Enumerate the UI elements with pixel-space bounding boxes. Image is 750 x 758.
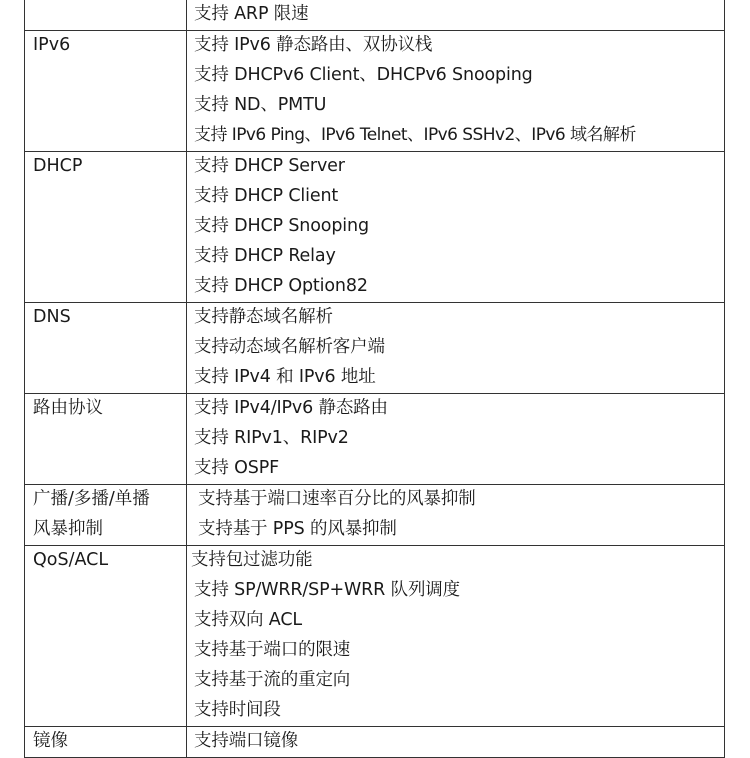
- feature-item: 支持端口镜像: [194, 731, 299, 751]
- table-row: [25, 31, 725, 152]
- table-row: [25, 546, 725, 727]
- category-cell: [25, 727, 187, 758]
- table-row: [25, 0, 725, 31]
- category-label: IPv6: [33, 35, 71, 55]
- feature-item: 支持包过滤功能: [191, 550, 313, 570]
- feature-item: 支持静态域名解析: [194, 307, 333, 327]
- feature-item: 支持基于端口速率百分比的风暴抑制: [198, 489, 476, 509]
- feature-item: 支持 ND、PMTU: [194, 95, 327, 115]
- table-row: [25, 394, 725, 485]
- feature-item: 支持 ARP 限速: [194, 4, 309, 24]
- feature-item: 支持 DHCP Option82: [194, 276, 368, 296]
- table-row: [25, 152, 725, 303]
- feature-item: 支持 IPv6 Ping、IPv6 Telnet、IPv6 SSHv2、IPv6 域名解析: [194, 125, 636, 145]
- feature-item: 支持 RIPv1、RIPv2: [194, 428, 349, 448]
- feature-item: 支持 IPv4/IPv6 静态路由: [194, 398, 388, 418]
- feature-item: 支持 IPv4 和 IPv6 地址: [194, 367, 376, 387]
- feature-item: 支持 DHCP Server: [194, 156, 345, 176]
- category-cell: [25, 303, 187, 394]
- feature-item: 支持基于 PPS 的风暴抑制: [198, 519, 397, 539]
- feature-item: 支持双向 ACL: [194, 610, 302, 630]
- features-cell: [187, 485, 725, 546]
- category-cell: [25, 394, 187, 485]
- table-row: [25, 303, 725, 394]
- features-cell: [187, 31, 725, 152]
- feature-item: 支持 OSPF: [194, 458, 280, 478]
- category-label: 路由协议: [33, 398, 103, 418]
- feature-item: 支持 DHCP Relay: [194, 246, 336, 266]
- features-cell: [187, 152, 725, 303]
- feature-item: 支持 DHCPv6 Client、DHCPv6 Snooping: [194, 65, 533, 85]
- feature-item: 支持基于流的重定向: [194, 670, 351, 690]
- feature-item: 支持 IPv6 静态路由、双协议栈: [194, 35, 433, 55]
- category-label: [25, 0, 186, 30]
- category-cell: [25, 485, 187, 546]
- table-row: [25, 727, 725, 758]
- feature-item: 支持时间段: [194, 700, 281, 720]
- category-label: 风暴抑制: [33, 519, 103, 539]
- feature-item: 支持 DHCP Client: [194, 186, 339, 206]
- category-cell: [25, 546, 187, 727]
- features-cell: [187, 0, 725, 31]
- features-cell: [187, 546, 725, 727]
- spec-table: [24, 0, 725, 758]
- feature-item: 支持基于端口的限速: [194, 640, 351, 660]
- category-label: QoS/ACL: [33, 550, 109, 570]
- category-label: DHCP: [33, 156, 83, 176]
- category-cell: [25, 31, 187, 152]
- features-cell: [187, 727, 725, 758]
- feature-item: 支持 SP/WRR/SP+WRR 队列调度: [194, 580, 460, 600]
- feature-item: 支持动态域名解析客户端: [194, 337, 385, 357]
- table-row: [25, 485, 725, 546]
- feature-item: 支持 DHCP Snooping: [194, 216, 369, 236]
- category-cell: [25, 152, 187, 303]
- features-cell: [187, 394, 725, 485]
- category-cell: [25, 0, 187, 31]
- category-label: DNS: [33, 307, 71, 327]
- features-cell: [187, 303, 725, 394]
- category-label: 镜像: [33, 731, 68, 751]
- category-label: 广播/多播/单播: [33, 489, 150, 509]
